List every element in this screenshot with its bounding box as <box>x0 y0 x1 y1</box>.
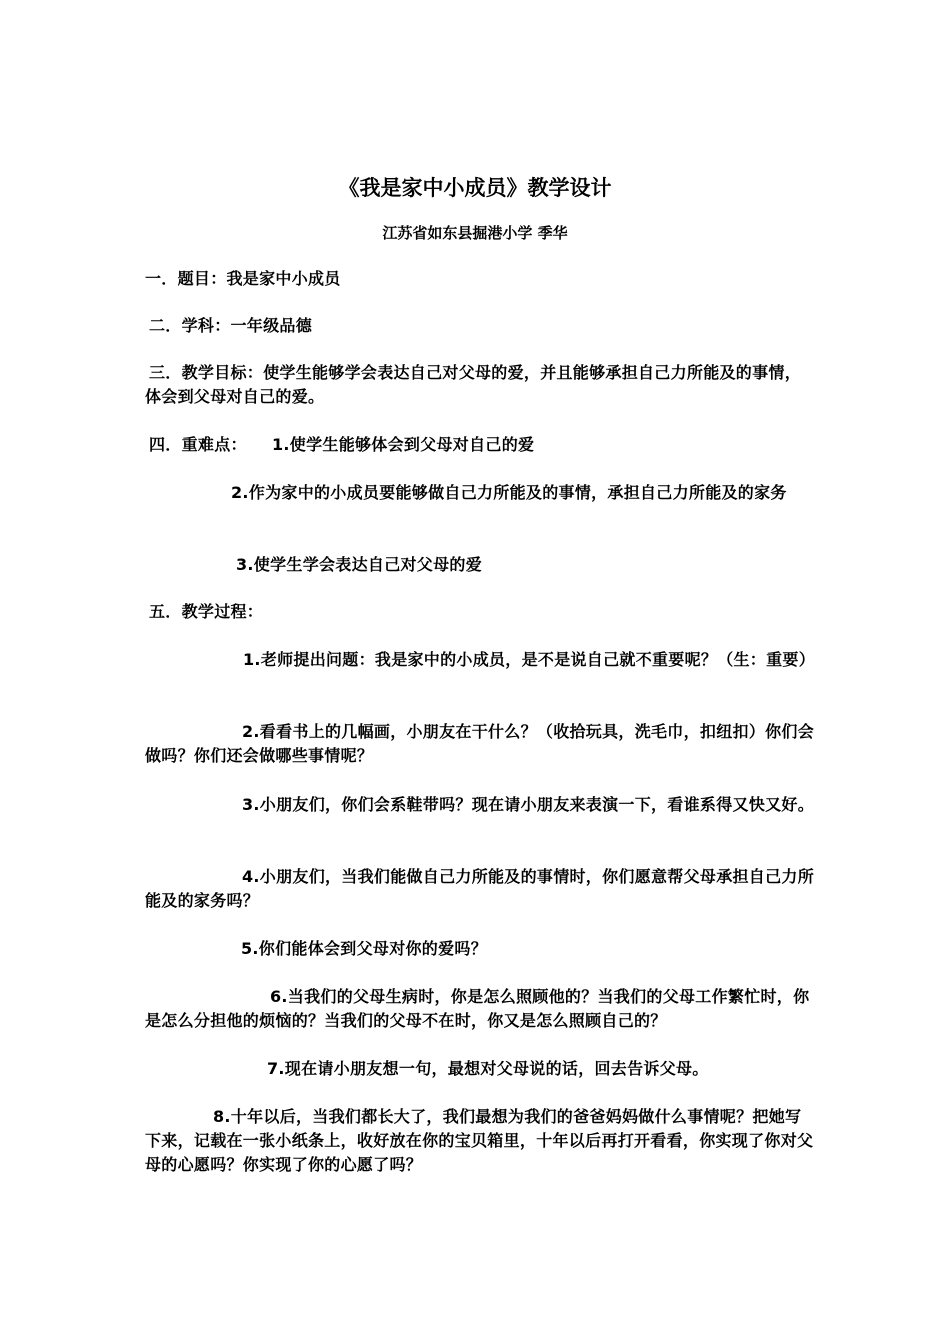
section-process: 五．教学过程： <box>149 602 264 621</box>
process-step-7: 7.现在请小朋友想一句，最想对父母说的话，回去告诉父母。 <box>267 1059 709 1078</box>
key-point-1: 1.使学生能够体会到父母对自己的爱 <box>272 435 535 454</box>
process-step-3: 3.小朋友们，你们会系鞋带吗？现在请小朋友来表演一下，看谁系得又快又好。 <box>242 795 815 814</box>
process-step-4: 4.小朋友们，当我们能做自己力所能及的事情时，你们愿意帮父母承担自己力所能及的家务吗？ <box>145 867 815 910</box>
document-author: 江苏省如东县掘港小学 季华 <box>382 224 568 242</box>
section-subject: 二．学科：一年级品德 <box>149 316 313 335</box>
process-step-8: 8.十年以后，当我们都长大了，我们最想为我们的爸爸妈妈做什么事情呢？把她写下来，记载在一张小纸条上，收好放在你的宝贝箱里，十年以后再打开看看，你实现了你对父母的心愿吗？你实现了你的心愿了吗？ <box>145 1107 814 1174</box>
key-point-2: 2.作为家中的小成员要能够做自己力所能及的事情，承担自己力所能及的家务 <box>231 483 787 502</box>
document-title: 《我是家中小成员》教学设计 <box>338 176 612 200</box>
process-step-1: 1.老师提出问题：我是家中的小成员，是不是说自己就不重要呢？（生：重要） <box>243 650 816 669</box>
key-point-3: 3.使学生学会表达自己对父母的爱 <box>236 555 483 574</box>
process-step-5: 5.你们能体会到父母对你的爱吗？ <box>241 939 488 958</box>
section-objectives: 三．教学目标：使学生能够学会表达自己对父母的爱，并且能够承担自己力所能及的事情，体会到父母对自己的爱。 <box>145 363 802 406</box>
process-step-6: 6.当我们的父母生病时，你是怎么照顾他的？当我们的父母工作繁忙时，你是怎么分担他的烦恼的？当我们的父母不在时，你又是怎么照顾自己的？ <box>145 987 810 1030</box>
section-topic: 一．题目：我是家中小成员 <box>145 269 341 288</box>
section-key-points-label: 四．重难点： <box>149 435 247 454</box>
process-step-2: 2.看看书上的几幅画，小朋友在干什么？（收拾玩具，洗毛巾，扣纽扣）你们会做吗？你们还会做哪些事情呢？ <box>145 722 815 765</box>
